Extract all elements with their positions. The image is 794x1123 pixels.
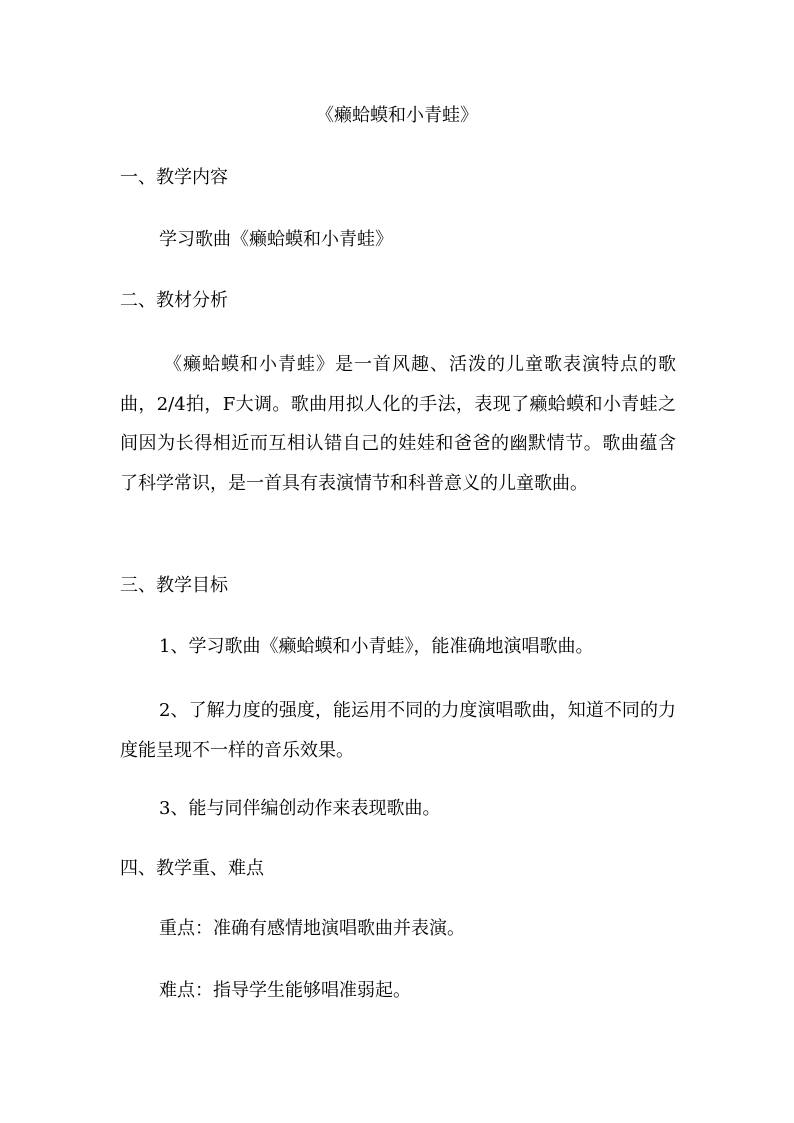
teaching-goal-1: 1、学习歌曲《癞蛤蟆和小青蛙》，能准确地演唱歌曲。 [159, 636, 594, 657]
material-analysis-paragraph: 《癞蛤蟆和小青蛙》是一首风趣、活泼的儿童歌表演特点的歌曲，2/4拍，F大调。歌曲用拟人化的手法，表现了癞蛤蟆和小青蛙之间因为长得相近而互相认错自己的娃娃和爸爸的幽默情节。歌曲蕴含了科学常识，是一首具有表演情节和科普意义的儿童歌曲。 [120, 354, 676, 494]
teaching-content-text: 学习歌曲《癞蛤蟆和小青蛙》 [159, 229, 393, 250]
teaching-goal-2: 2、了解力度的强度，能运用不同的力度演唱歌曲，知道不同的力度能呈现不一样的音乐效果。 [120, 700, 676, 761]
section-heading-teaching-content: 一、教学内容 [120, 167, 228, 188]
section-heading-teaching-goals: 三、教学目标 [120, 575, 228, 596]
section-heading-material-analysis: 二、教材分析 [120, 290, 228, 311]
document-title: 《癞蛤蟆和小青蛙》 [316, 105, 478, 126]
key-point-text: 重点：准确有感情地演唱歌曲并表演。 [159, 918, 465, 939]
difficulty-text: 难点：指导学生能够唱准弱起。 [159, 980, 411, 1001]
teaching-goal-3: 3、能与同伴编创动作来表现歌曲。 [159, 798, 441, 819]
section-heading-key-difficult-points: 四、教学重、难点 [120, 858, 264, 879]
